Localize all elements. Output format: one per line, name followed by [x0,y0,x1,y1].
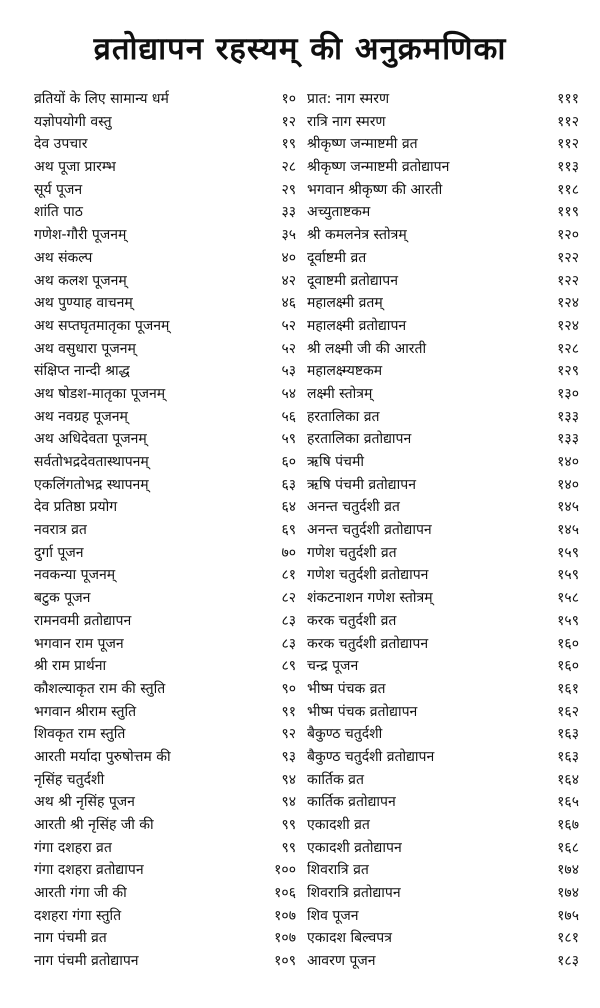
index-entry [34,905,296,928]
index-entry [307,519,579,542]
entry-title: ऋषि पंचमी व्रतोद्यापन [307,476,416,493]
entry-title: बैकुण्ठ चतुर्दशी व्रतोद्यापन [307,748,435,765]
entry-title: अनन्त चतुर्दशी व्रतोद्यापन [307,522,432,539]
entry-title: करक चतुर्दशी व्रतोद्यापन [307,635,429,652]
entry-page-number: १२ [281,113,296,130]
entry-page-number: ८३ [281,635,296,652]
entry-page-number: ११२ [557,136,579,153]
index-entry [307,542,579,565]
entry-title: महालक्ष्म्यष्टकम [307,363,383,380]
index-entry [34,111,296,134]
entry-page-number: ३५ [281,227,296,244]
index-entry [307,610,579,633]
index-entry [34,882,296,905]
index-entry [307,678,579,701]
index-entry [34,133,296,156]
entry-title: हरतालिका व्रतोद्यापन [307,431,412,448]
entry-title: भगवान श्रीराम स्तुति [34,703,137,720]
index-entry [307,837,579,860]
entry-page-number: ९४ [281,771,296,788]
index-entry [34,542,296,565]
index-entry [307,156,579,179]
entry-title: अथ षोडश-मातृका पूजनम् [34,385,166,402]
entry-page-number: १०० [274,862,296,879]
entry-title: आवरण पूजन [307,953,376,970]
entry-page-number: ६३ [281,476,296,493]
entry-page-number: १७५ [557,907,579,924]
entry-title: कौशल्याकृत राम की स्तुति [34,680,166,697]
entry-title: संक्षिप्त नान्दी श्राद्ध [34,363,130,380]
entry-title: अथ अधिदेवता पूजनम् [34,431,147,448]
index-entry [307,859,579,882]
index-entry [307,564,579,587]
entry-title: आरती श्री नृसिंह जी की [34,817,154,833]
entry-title: भगवान राम पूजन [34,635,124,652]
entry-page-number: १९ [281,136,296,153]
index-entry [307,292,579,315]
entry-title: गणेश चतुर्दशी व्रतोद्यापन [307,567,429,584]
entry-title: आरती मर्यादा पुरुषोत्तम की [34,748,171,765]
entry-title: श्रीकृष्ण जन्माष्टमी व्रत [307,136,418,153]
entry-title: अनन्त चतुर्दशी व्रत [307,499,400,516]
entry-page-number: ६० [281,454,296,470]
index-entry [307,746,579,769]
index-entry [307,383,579,406]
entry-page-number: १४० [557,476,579,493]
entry-page-number: १८३ [557,953,579,970]
index-entry [34,406,296,429]
index-entry [34,564,296,587]
entry-page-number: ५६ [281,408,296,425]
index-columns [0,88,600,1003]
entry-title: एकादश बिल्वपत्र [307,930,392,947]
entry-title: लक्ष्मी स्तोत्रम् [307,385,373,402]
index-entry [34,610,296,633]
index-entry [307,769,579,792]
entry-page-number: ९० [281,680,296,697]
entry-title: नाग पंचमी व्रत [34,930,107,947]
entry-page-number: ९३ [281,748,296,765]
entry-title: सूर्य पूजन [34,181,83,198]
entry-title: अथ वसुधारा पूजनम् [34,340,136,357]
entry-title: शिवकृत राम स्तुति [34,726,126,743]
entry-page-number: १६३ [557,726,579,743]
entry-page-number: १६३ [557,748,579,765]
entry-title: अच्युताष्टकम [307,204,371,221]
entry-page-number: ९२ [281,726,296,743]
index-entry [307,633,579,656]
index-entry [34,315,296,338]
entry-title: शांति पाठ [34,204,83,221]
entry-title: कार्तिक व्रतोद्यापन [307,794,396,811]
index-entry [307,338,579,361]
entry-page-number: १२४ [557,317,579,334]
entry-title: बैकुण्ठ चतुर्दशी [307,726,383,743]
entry-page-number: ६९ [281,522,296,539]
entry-title: महालक्ष्मी व्रतम् [307,295,383,312]
index-entry [307,360,579,383]
index-entry [307,133,579,156]
entry-title: नृसिंह चतुर्दशी [34,771,105,788]
entry-page-number: ८१ [281,567,296,584]
entry-title: गंगा दशहरा व्रत [34,839,112,856]
entry-page-number: १०७ [274,930,296,947]
right-column [307,88,579,1003]
index-entry [34,723,296,746]
entry-title: गणेश-गौरी पूजनम् [34,227,127,244]
entry-title: देव उपचार [34,136,88,153]
entry-title: सर्वतोभद्रदेवतास्थापनम् [34,454,149,470]
entry-title: एकादशी व्रत [307,817,370,833]
entry-page-number: १०६ [274,885,296,902]
index-entry [34,587,296,610]
index-entry [34,496,296,519]
entry-title: भीष्म पंचक व्रतोद्यापन [307,703,418,720]
entry-page-number: ४६ [281,295,296,312]
entry-title: शिवरात्रि व्रतोद्यापन [307,885,401,902]
entry-title: महालक्ष्मी व्रतोद्यापन [307,317,407,334]
index-entry [307,270,579,293]
entry-page-number: ५३ [281,363,296,380]
entry-title: अथ श्री नृसिंह पूजन [34,794,135,811]
entry-page-number: १३३ [557,408,579,425]
entry-page-number: ५२ [281,340,296,357]
index-entry [307,814,579,837]
entry-page-number: ८२ [281,590,296,607]
index-entry [307,882,579,905]
entry-title: देव प्रतिष्ठा प्रयोग [34,499,118,516]
entry-title: अथ पुण्याह वाचनम् [34,295,133,312]
entry-page-number: ११३ [557,159,579,176]
page-title: व्रतोद्यापन रहस्यम् की अनुक्रमणिका [93,31,507,67]
entry-title: आरती गंगा जी की [34,885,127,902]
index-entry [34,201,296,224]
entry-page-number: ६४ [281,499,296,516]
entry-title: करक चतुर्दशी व्रत [307,612,397,629]
entry-title: प्रात: नाग स्मरण [307,91,390,107]
entry-page-number: १६२ [557,703,579,720]
entry-page-number: १६७ [557,817,579,833]
index-entry [34,746,296,769]
index-entry [307,791,579,814]
entry-page-number: ५२ [281,317,296,334]
index-entry [34,247,296,270]
entry-page-number: ९९ [281,839,296,856]
entry-title: गंगा दशहरा व्रतोद्यापन [34,862,144,879]
entry-page-number: १७४ [557,885,579,902]
entry-page-number: १२२ [557,249,579,266]
entry-title: श्रीकृष्ण जन्माष्टमी व्रतोद्यापन [307,159,450,176]
index-entry [307,111,579,134]
entry-page-number: १२४ [557,295,579,312]
entry-page-number: १११ [557,91,579,107]
entry-title: श्री कमलनेत्र स्तोत्रम् [307,227,407,244]
index-entry [307,315,579,338]
entry-title: रामनवमी व्रतोद्यापन [34,612,132,629]
entry-title: अथ सप्तघृतमातृका पूजनम् [34,317,170,334]
entry-page-number: १३० [557,385,579,402]
index-entry [307,587,579,610]
entry-title: शिव पूजन [307,907,359,924]
entry-page-number: ३३ [281,204,296,221]
entry-page-number: ५४ [281,385,296,402]
entry-title: एकादशी व्रतोद्यापन [307,839,402,856]
entry-page-number: १२० [557,227,579,244]
entry-page-number: १५९ [557,567,579,584]
index-entry [307,474,579,497]
index-entry [307,451,579,474]
index-entry [34,270,296,293]
entry-page-number: ९४ [281,794,296,811]
index-entry [307,179,579,202]
entry-page-number: १६४ [557,771,579,788]
index-entry [307,201,579,224]
index-entry [34,769,296,792]
index-entry [34,292,296,315]
entry-title: ऋषि पंचमी [307,454,364,470]
entry-page-number: ११९ [557,204,579,221]
index-entry [34,633,296,656]
entry-page-number: १२२ [557,272,579,289]
entry-title: दूर्वाष्टमी व्रत [307,249,367,266]
entry-title: यज्ञोपयोगी वस्तु [34,113,112,130]
entry-page-number: १६५ [557,794,579,811]
entry-title: अथ नवग्रह पूजनम् [34,408,128,425]
entry-page-number: ११८ [557,181,579,198]
entry-page-number: १२९ [557,363,579,380]
index-entry [34,360,296,383]
entry-page-number: ९१ [281,703,296,720]
entry-title: दूवाष्टमी व्रतोद्यापन [307,272,399,289]
entry-title: दुर्गा पूजन [34,544,84,561]
entry-page-number: १२८ [557,340,579,357]
entry-title: व्रतियों के लिए सामान्य धर्म [34,91,169,107]
entry-page-number: १५८ [557,590,579,607]
entry-title: भगवान श्रीकृष्ण की आरती [307,181,443,198]
index-entry [307,88,579,111]
index-entry [34,474,296,497]
entry-title: हरतालिका व्रत [307,408,380,425]
entry-page-number: १०७ [274,907,296,924]
index-entry [34,678,296,701]
index-entry [307,247,579,270]
entry-page-number: १५९ [557,612,579,629]
index-entry [307,950,579,973]
entry-page-number: ५९ [281,431,296,448]
index-entry [34,814,296,837]
entry-page-number: ११२ [557,113,579,130]
entry-title: बटुक पूजन [34,590,91,607]
entry-title: शिवरात्रि व्रत [307,862,369,879]
entry-page-number: १८१ [557,930,579,947]
index-entry [34,519,296,542]
entry-page-number: ४० [281,249,296,266]
entry-page-number: १४५ [557,522,579,539]
entry-page-number: १० [281,91,296,107]
index-entry [307,905,579,928]
entry-title: शंकटनाशन गणेश स्तोत्रम् [307,590,433,607]
entry-page-number: २८ [281,159,296,176]
index-entry [34,179,296,202]
entry-title: नाग पंचमी व्रतोद्यापन [34,953,139,970]
entry-title: श्री लक्ष्मी जी की आरती [307,340,427,357]
entry-title: चन्द्र पूजन [307,658,359,675]
entry-page-number: १४० [557,454,579,470]
entry-page-number: १३३ [557,431,579,448]
entry-title: नवरात्र व्रत [34,522,87,539]
index-entry [307,224,579,247]
index-entry [34,791,296,814]
entry-title: गणेश चतुर्दशी व्रत [307,544,397,561]
entry-title: दशहरा गंगा स्तुति [34,907,122,924]
entry-page-number: १६० [557,658,579,675]
entry-page-number: १०९ [274,953,296,970]
index-entry [34,655,296,678]
entry-page-number: १६८ [557,839,579,856]
index-entry [34,859,296,882]
entry-page-number: ४२ [281,272,296,289]
entry-page-number: ७० [281,544,296,561]
entry-title: अथ कलश पूजनम् [34,272,127,289]
left-column [34,88,296,1003]
index-entry [34,383,296,406]
index-entry [34,451,296,474]
index-entry [307,723,579,746]
index-entry [34,927,296,950]
entry-page-number: १६१ [557,680,579,697]
entry-page-number: १७४ [557,862,579,879]
index-entry [307,406,579,429]
entry-page-number: ९९ [281,817,296,833]
entry-title: भीष्म पंचक व्रत [307,680,386,697]
index-entry [34,701,296,724]
entry-page-number: १६० [557,635,579,652]
entry-title: कार्तिक व्रत [307,771,364,788]
index-entry [34,950,296,973]
entry-title: श्री राम प्रार्थना [34,658,107,675]
index-entry [34,338,296,361]
index-entry [34,224,296,247]
entry-title: एकलिंगतोभद्र स्थापनम् [34,476,149,493]
index-entry [34,156,296,179]
index-entry [307,496,579,519]
entry-title: रात्रि नाग स्मरण [307,113,386,130]
entry-title: अथ संकल्प [34,249,93,266]
entry-page-number: १४५ [557,499,579,516]
entry-page-number: १५९ [557,544,579,561]
index-entry [34,428,296,451]
index-entry [307,701,579,724]
entry-page-number: ८९ [281,658,296,675]
entry-page-number: २९ [281,181,296,198]
index-entry [34,837,296,860]
index-entry [307,927,579,950]
entry-page-number: ८३ [281,612,296,629]
index-entry [307,428,579,451]
entry-title: नवकन्या पूजनम् [34,567,116,584]
index-entry [307,655,579,678]
entry-title: अथ पूजा प्रारम्भ [34,159,116,176]
index-entry [34,88,296,111]
